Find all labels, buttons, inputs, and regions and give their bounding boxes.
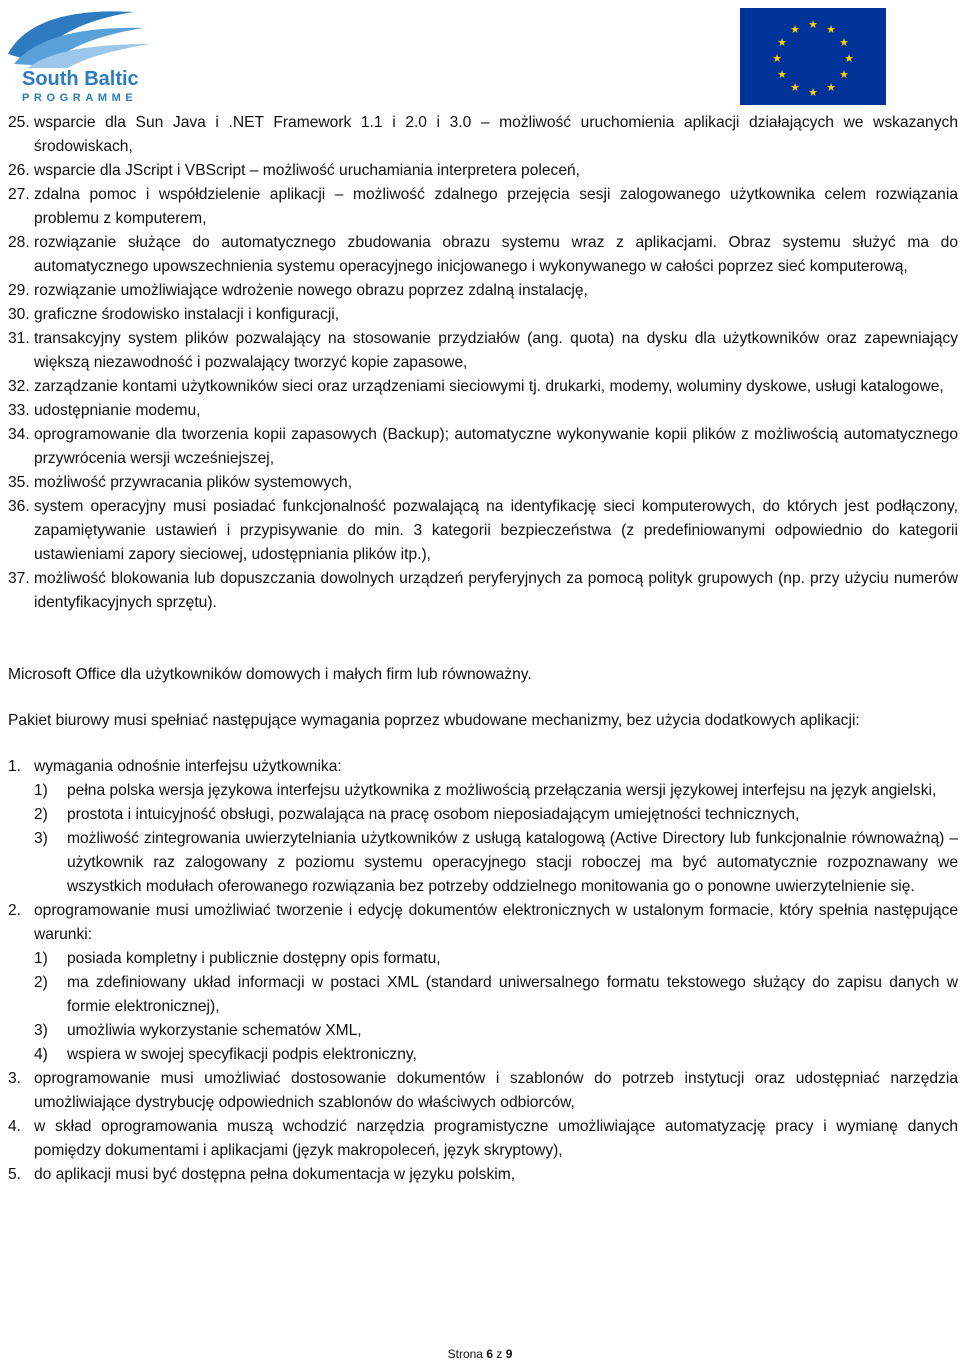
footer-of: z bbox=[496, 1347, 503, 1361]
document-body bbox=[8, 111, 958, 1187]
list-item: 30. graficzne środowisko instalacji i konfiguracji, bbox=[8, 306, 340, 323]
list-item: 27. zdalna pomoc i współdzielenie aplikacji – możliwość zdalnego przejęcia sesji zalogowanego użytkownika celem rozwiązania problemu z komputerem, bbox=[8, 186, 958, 227]
south-baltic-logo bbox=[4, 4, 154, 106]
list-item: 3. oprogramowanie musi umożliwiać dostosowanie dokumentów i szablonów do potrzeb instytucji oraz udostępniać narzędzia umożliwiające dystrybucję odpowiednich szablonów do właściwych odbiorców, bbox=[8, 1070, 958, 1111]
svg-text:★: ★ bbox=[790, 81, 800, 94]
page-footer bbox=[0, 1346, 960, 1362]
logo-subtitle: PROGRAMME bbox=[22, 92, 138, 104]
page-total: 9 bbox=[505, 1347, 513, 1361]
list-item: 33. udostępnianie modemu, bbox=[8, 402, 201, 419]
eu-flag-icon bbox=[740, 8, 886, 105]
wave-icon bbox=[4, 4, 154, 70]
svg-text:★: ★ bbox=[772, 52, 782, 65]
sub-list-item: 3) umożliwia wykorzystanie schematów XML, bbox=[34, 1022, 362, 1039]
list-item: 34. oprogramowanie dla tworzenia kopii zapasowych (Backup); automatyczne wykonywanie kopii plików z możliwością automatycznego przywrócenia wersji wcześniejszej, bbox=[8, 426, 958, 467]
svg-text:★: ★ bbox=[826, 23, 836, 36]
logo-title: South Baltic bbox=[22, 68, 139, 90]
list-item: 28. rozwiązanie służące do automatycznego zbudowania obrazu systemu wraz z aplikacjami. Obraz systemu służyć ma do automatycznego upowszechnienia systemu operacyjnego inicjowanego i wykonywanego w całości poprzez sieć komputerową, bbox=[8, 234, 958, 275]
sub-list-item: 1) pełna polska wersja językowa interfejsu użytkownika z możliwością przełączania wersji językowej interfejsu na język angielski, bbox=[34, 782, 937, 799]
section-title: Microsoft Office dla użytkowników domowych i małych firm lub równoważny. bbox=[8, 666, 532, 683]
list-item: 37. możliwość blokowania lub dopuszczania dowolnych urządzeń peryferyjnych za pomocą polityk grupowych (np. przy użyciu numerów identyfikacyjnych sprzętu). bbox=[8, 570, 958, 611]
list-item: 29. rozwiązanie umożliwiające wdrożenie nowego obrazu poprzez zdalną instalację, bbox=[8, 282, 588, 299]
list-item: 4. w skład oprogramowania muszą wchodzić narzędzia programistyczne umożliwiające automatyzację pracy i wymianę danych pomiędzy dokumentami i aplikacjami (język makropoleceń, język skryptowy), bbox=[8, 1118, 958, 1159]
page-header bbox=[0, 0, 960, 110]
numbered-list-office bbox=[8, 755, 958, 1187]
sub-list-item: 2) ma zdefiniowany układ informacji w postaci XML (standard uniwersalnego formatu tekstowego służący do zapisu danych w formie elektronicznej), bbox=[34, 974, 958, 1015]
svg-text:★: ★ bbox=[777, 36, 787, 49]
svg-text:★: ★ bbox=[844, 52, 854, 65]
list-item: 25. wsparcie dla Sun Java i .NET Framework 1.1 i 2.0 i 3.0 – możliwość uruchomienia aplikacji działających we wskazanych środowiskach, bbox=[8, 114, 958, 155]
intro-paragraph: Pakiet biurowy musi spełniać następujące wymagania poprzez wbudowane mechanizmy, bez użycia dodatkowych aplikacji: bbox=[8, 712, 860, 729]
list-item: 5. do aplikacji musi być dostępna pełna dokumentacja w języku polskim, bbox=[8, 1166, 516, 1183]
svg-text:★: ★ bbox=[826, 81, 836, 94]
list-item: 32. zarządzanie kontami użytkowników sieci oraz urządzeniami sieciowymi tj. drukarki, modemy, woluminy dyskowe, usługi katalogowe, bbox=[8, 378, 944, 395]
sub-list-item: 2) prostota i intuicyjność obsługi, pozwalająca na pracę osobom nieposiadającym umiejętności technicznych, bbox=[34, 806, 800, 823]
svg-text:★: ★ bbox=[839, 68, 849, 81]
svg-text:★: ★ bbox=[808, 86, 818, 99]
svg-text:★: ★ bbox=[790, 23, 800, 36]
page-number: 6 bbox=[486, 1347, 493, 1361]
list-item: 36. system operacyjny musi posiadać funkcjonalność pozwalającą na identyfikację sieci komputerowych, do których jest podłączony, zapamiętywanie ustawień i przypisywanie do min. 3 kategorii bezpieczeństwa (z predefiniowanymi odpowiednio do kategorii ustawieniami zapory sieciowej, udostępniania plików itp.), bbox=[8, 498, 958, 563]
sub-list-item: 4) wspiera w swojej specyfikacji podpis elektroniczny, bbox=[34, 1046, 417, 1063]
list-item: 26. wsparcie dla JScript i VBScript – możliwość uruchamiania interpretera poleceń, bbox=[8, 162, 581, 179]
list-item: 2. oprogramowanie musi umożliwiać tworzenie i edycję dokumentów elektronicznych w ustalonym formacie, który spełnia następujące warunki: bbox=[8, 902, 958, 943]
list-item: 31. transakcyjny system plików pozwalający na stosowanie przydziałów (ang. quota) na dysku dla użytkowników oraz zapewniający większą niezawodność i pozwalający tworzyć kopie zapasowe, bbox=[8, 330, 958, 371]
footer-prefix: Strona bbox=[447, 1347, 483, 1361]
svg-text:★: ★ bbox=[808, 18, 818, 31]
sub-list-item: 3) możliwość zintegrowania uwierzytelniania użytkowników z usługą katalogową (Active Directory lub funkcjonalnie równoważną) – użytkownik raz zalogowany z poziomu systemu operacyjnego stacji roboczej ma być automatycznie rozpoznawany we wszystkich modułach oferowanego rozwiązania bez potrzeby oddzielnego monitowania go o ponowne uwierzytelnienie się. bbox=[34, 830, 958, 895]
svg-text:★: ★ bbox=[777, 68, 787, 81]
svg-text:★: ★ bbox=[839, 36, 849, 49]
list-item: 1. wymagania odnośnie interfejsu użytkownika: bbox=[8, 758, 342, 775]
numbered-list-system bbox=[8, 111, 958, 615]
list-item: 35. możliwość przywracania plików systemowych, bbox=[8, 474, 353, 491]
sub-list-item: 1) posiada kompletny i publicznie dostępny opis formatu, bbox=[34, 950, 441, 967]
